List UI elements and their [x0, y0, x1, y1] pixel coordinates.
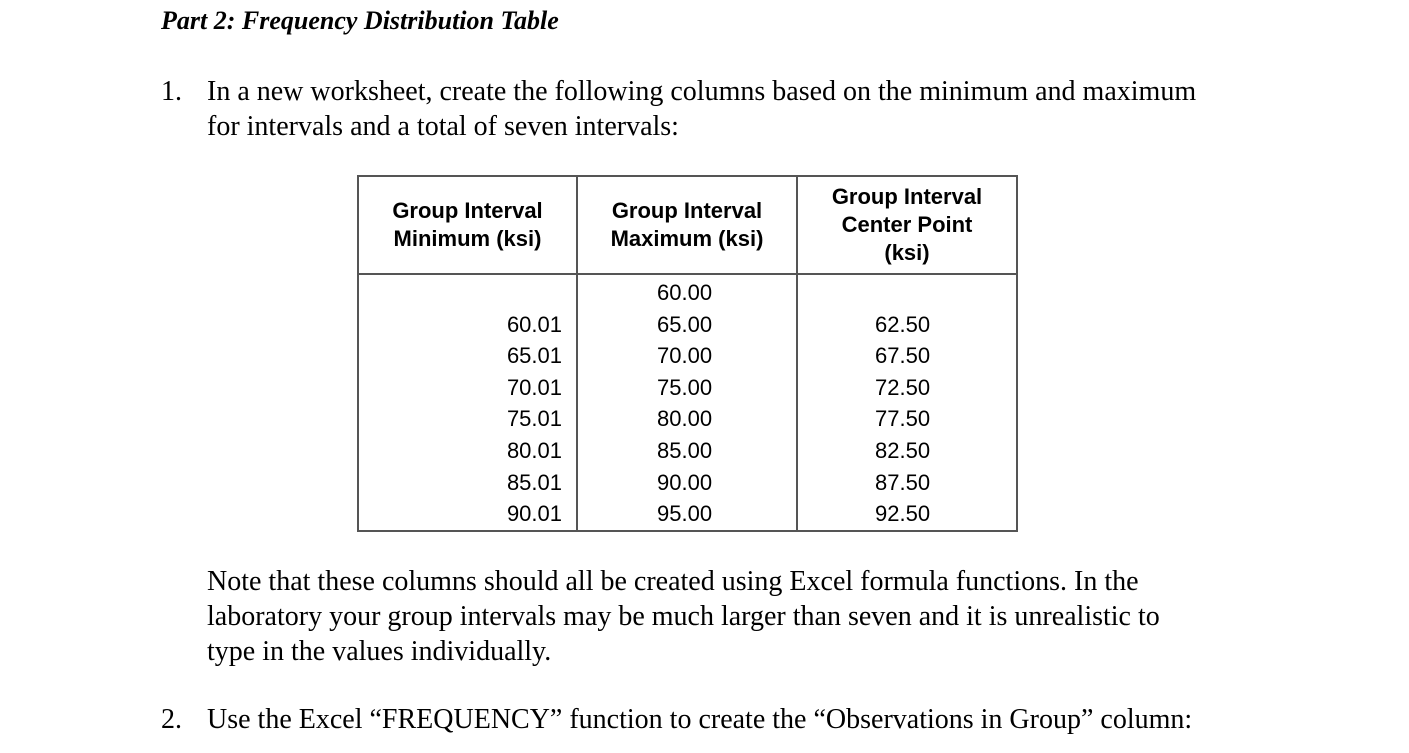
table-cell: 82.50: [875, 437, 931, 463]
table-cell: 77.50: [875, 406, 931, 432]
table-cell: 72.50: [875, 374, 931, 400]
table-cell: 80.01: [506, 437, 562, 463]
header-group-interval-minimum: [358, 176, 577, 274]
note-line-1: Note that these columns should all be created using Excel formula functions. In the: [207, 566, 1139, 597]
section-heading: Part 2: Frequency Distribution Table: [161, 6, 559, 35]
step-1-number: 1.: [161, 76, 182, 107]
header-text: Maximum (ksi): [610, 226, 764, 251]
table-cell: 85.01: [506, 469, 562, 495]
table-cell: 62.50: [875, 311, 931, 337]
header-text: Group Interval: [392, 198, 543, 223]
table-cell: 70.00: [657, 343, 713, 369]
table-cell: 90.01: [506, 501, 562, 527]
table-cell: 95.00: [657, 501, 713, 527]
table-cell: 75.00: [657, 374, 713, 400]
table-header-row: [358, 176, 1017, 274]
header-text: Center Point: [841, 212, 973, 237]
header-text: Group Interval: [831, 184, 983, 209]
table-cell: 60.01: [506, 311, 562, 337]
header-text: (ksi): [884, 240, 930, 265]
table-cell: 65.00: [657, 311, 713, 337]
table-body-row: [358, 274, 1017, 531]
table-cell: 80.00: [657, 406, 713, 432]
table-cell: 67.50: [875, 343, 931, 369]
table-cell: 87.50: [875, 469, 931, 495]
table-cell: 75.01: [506, 406, 562, 432]
header-group-interval-center-point: [797, 176, 1017, 274]
table-cell: 92.50: [875, 501, 931, 527]
note-paragraph: [207, 564, 1160, 669]
maximum-column: [577, 274, 797, 531]
table-cell: 70.01: [506, 374, 562, 400]
table-cell: 65.01: [506, 343, 562, 369]
note-line-2: laboratory your group intervals may be much larger than seven and it is unrealistic to: [207, 601, 1160, 632]
step-1-text: [207, 74, 1196, 144]
note-line-3: type in the values individually.: [207, 636, 552, 667]
table-cell: [875, 277, 1016, 309]
step-2-text: Use the Excel “FREQUENCY” function to create the “Observations in Group” column:: [207, 704, 1193, 735]
header-text: Group Interval: [611, 198, 763, 223]
table-cell: 90.00: [657, 469, 713, 495]
frequency-interval-table: [357, 175, 1018, 532]
table-cell: 60.00: [657, 280, 713, 305]
header-text: Minimum (ksi): [393, 226, 542, 251]
table-cell: 85.00: [657, 437, 713, 463]
step-1-line-1: In a new worksheet, create the following columns based on the minimum and maximum: [207, 76, 1197, 107]
table-cell: [359, 277, 562, 309]
step-2-number: 2.: [161, 704, 182, 735]
step-1-line-2: for intervals and a total of seven intervals:: [207, 111, 679, 142]
minimum-column: [358, 274, 577, 531]
header-group-interval-maximum: [577, 176, 797, 274]
center-point-column: [797, 274, 1017, 531]
